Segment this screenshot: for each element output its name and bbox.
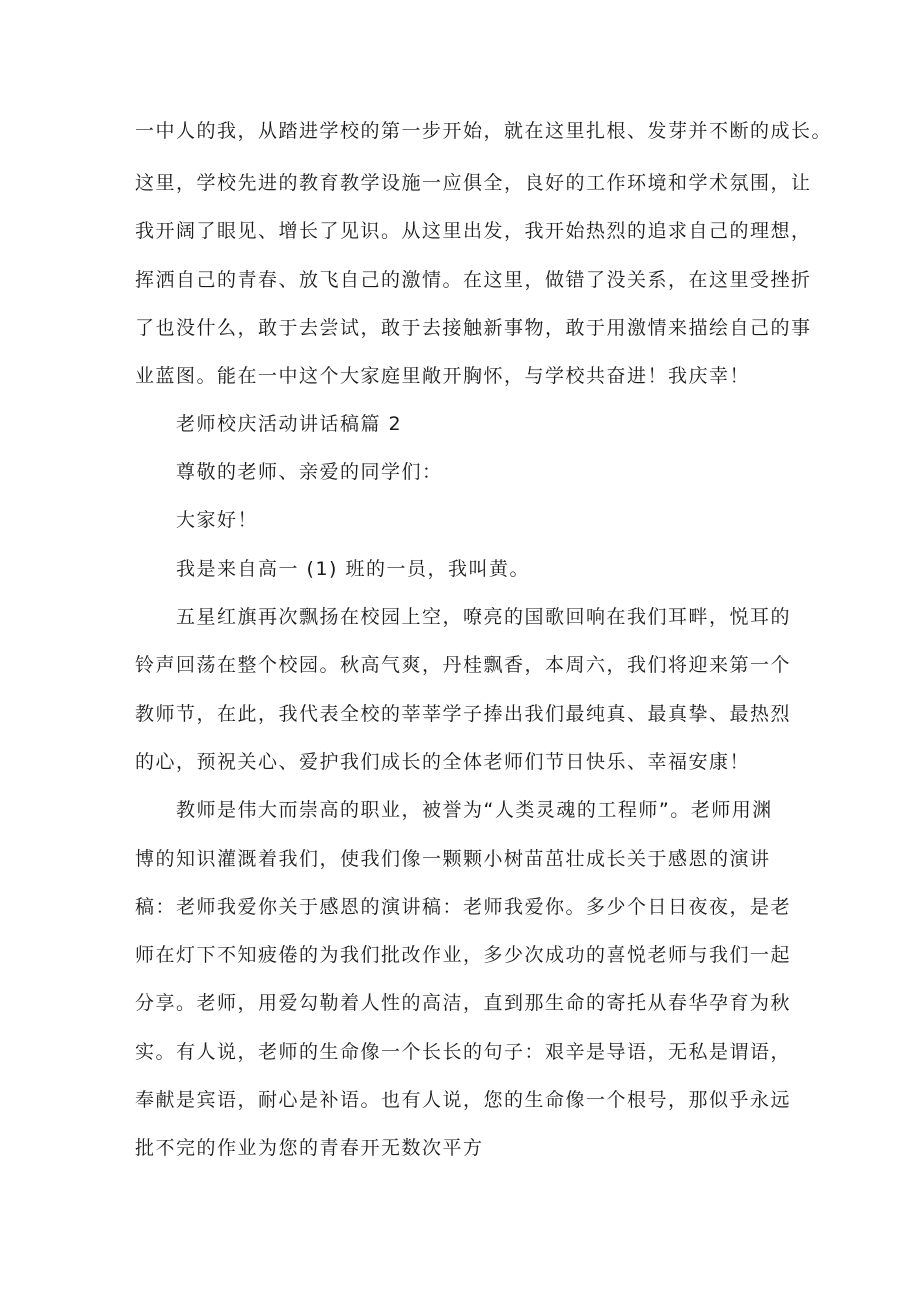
paragraph-3-line-3: 稿：老师我爱你关于感恩的演讲稿：老师我爱你。多少个日日夜夜，是老 [135, 896, 792, 918]
salutation: 尊敬的老师、亲爱的同学们： [176, 461, 443, 483]
intro-line: 我是来自高一 (1) 班的一员，我叫黄。 [176, 558, 530, 580]
paragraph-1-line-4: 挥洒自己的青春、放飞自己的激情。在这里，做错了没关系，在这里受挫折 [135, 269, 812, 291]
paragraph-2-line-3: 教师节，在此，我代表全校的莘莘学子捧出我们最纯真、最真挚、最热烈 [135, 703, 792, 725]
paragraph-1-line-3: 我开阔了眼见、增长了见识。从这里出发，我开始热烈的追求自己的理想， [135, 220, 812, 242]
paragraph-3-line-5: 分享。老师，用爱勾勒着人性的高洁，直到那生命的寄托从春华孕育为秋 [135, 992, 792, 1014]
paragraph-1-line-1: 一中人的我，从踏进学校的第一步开始，就在这里扎根、发芽并不断的成长。 [135, 120, 833, 142]
paragraph-3-line-6: 实。有人说，老师的生命像一个长长的句子：艰辛是导语，无私是谓语， [135, 1041, 792, 1063]
paragraph-2-line-2: 铃声回荡在整个校园。秋高气爽，丹桂飘香，本周六，我们将迎来第一个 [135, 654, 792, 676]
paragraph-1-line-5: 了也没什么，敢于去尝试，敢于去接触新事物，敢于用激情来描绘自己的事 [135, 317, 812, 339]
paragraph-1-line-6: 业蓝图。能在一中这个大家庭里敞开胸怀，与学校共奋进！我庆幸！ [135, 365, 751, 387]
greeting: 大家好！ [176, 509, 259, 531]
paragraph-3-line-8: 批不完的作业为您的青春开无数次平方 [135, 1137, 484, 1159]
paragraph-3-line-1: 教师是伟大而崇高的职业，被誉为“人类灵魂的工程师”。老师用渊 [176, 799, 773, 821]
paragraph-1-line-2: 这里，学校先进的教育教学设施一应俱全，良好的工作环境和学术氛围，让 [135, 172, 812, 194]
paragraph-3-line-7: 奉献是宾语，耐心是补语。也有人说，您的生命像一个根号，那似乎永远 [135, 1089, 792, 1111]
paragraph-3-line-2: 博的知识灌溉着我们，使我们像一颗颗小树苗茁壮成长关于感恩的演讲 [135, 848, 771, 870]
paragraph-2-line-4: 的心，预祝关心、爱护我们成长的全体老师们节日快乐、幸福安康！ [135, 751, 751, 773]
paragraph-2-line-1: 五星红旗再次飘扬在校园上空，嘹亮的国歌回响在我们耳畔，悦耳的 [176, 606, 792, 628]
section-title: 老师校庆活动讲话稿篇 2 [176, 413, 403, 435]
paragraph-3-line-4: 师在灯下不知疲倦的为我们批改作业，多少次成功的喜悦老师与我们一起 [135, 944, 792, 966]
